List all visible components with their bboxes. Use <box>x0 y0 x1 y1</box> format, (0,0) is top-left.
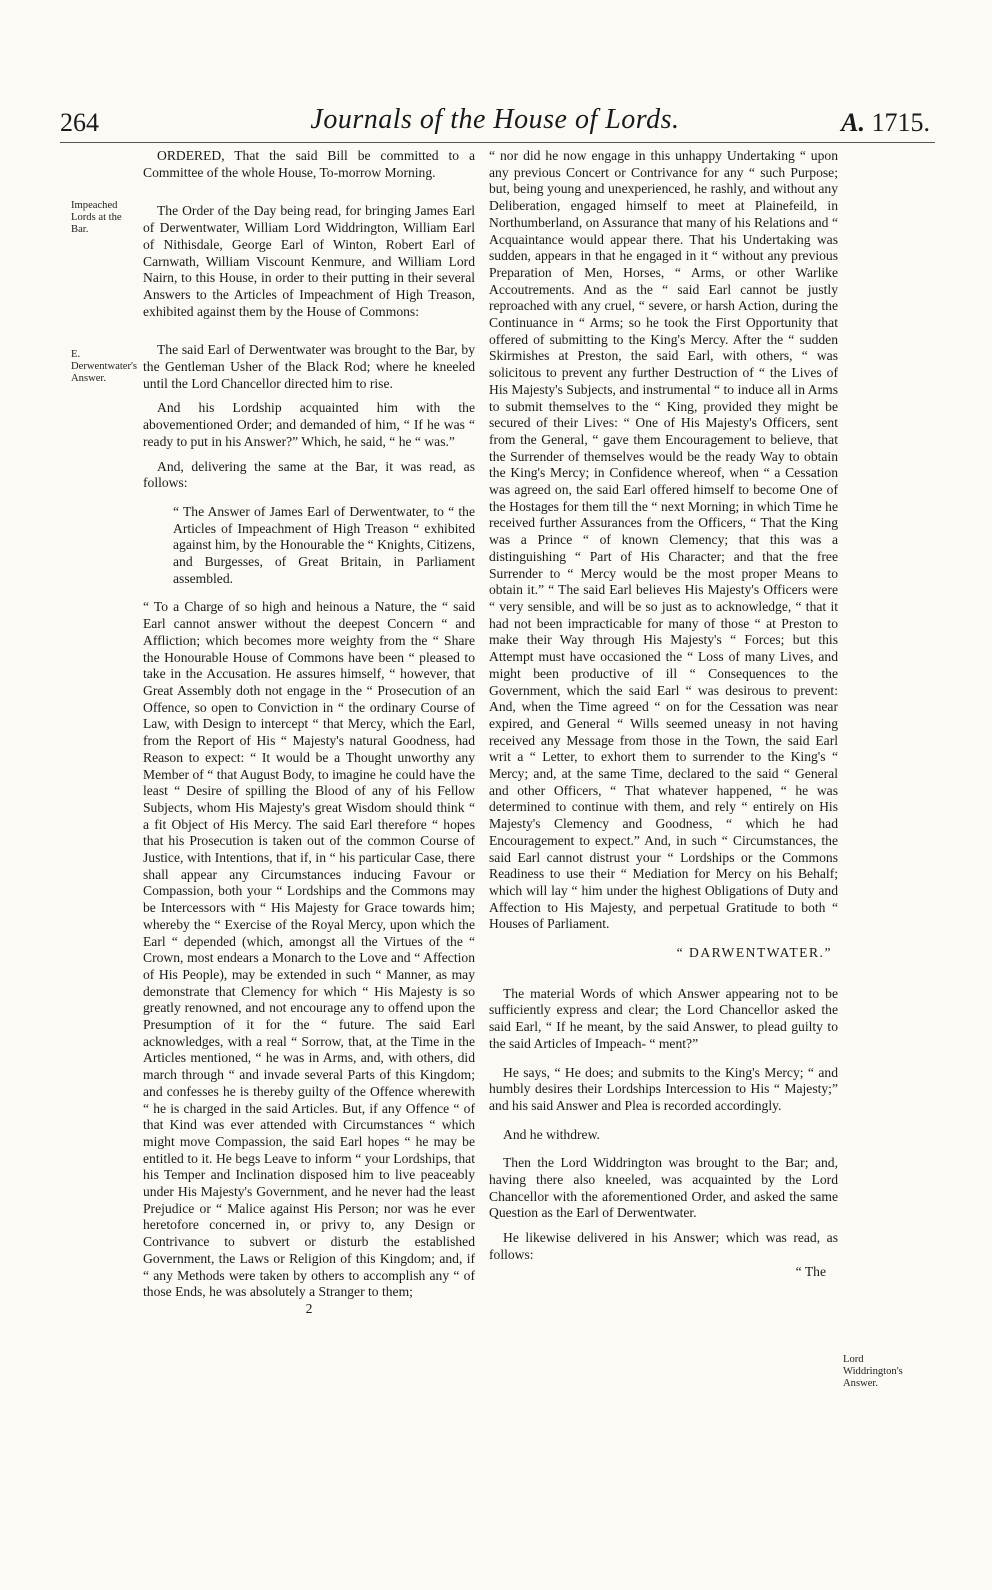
page-number: 264 <box>60 108 99 137</box>
answer-body-continued: “ nor did he now engage in this unhappy Undertaking “ upon any previous Concert or Contrivance for any “ such Purpose; but, being young and unexperienced, he rashly, and without any Deliberation, engaged himself to meet at Plainefeild, in Northumberland, on Assurance that many of his Relations and “ Acquaintance would appear there. That his Undertaking was sudden, appears in that he engaged in it “ without any previous Preparation of Men, Horses, “ Arms, or other Warlike Accoutrements. And as the “ said Earl cannot be justly reproached with any cruel, “ severe, or harsh Action, during the Continuance in “ Arms; so he took the First Opportunity that offered of submitting to the King's Mercy. After the “ sudden Skirmishes at Preston, the said Earl, with others, “ was solicitous to prevent any further Destruction of “ the Lives of His Majesty's Subjects, and instrumental “ to induce all in Arms to submit themselves to the “ King, provided they might be secured of their Lives: “ One of His Majesty's Officers, sent from the General, “ gave them Encouragement to believe, that the Surrender of themselves would be the ready Way to obtain the King's Mercy; in Confidence whereof, when “ a Cessation was agreed on, the said Earl offered himself to become One of the Hostages for them till the “ next Morning; in which Time he received further Assurances from the Officers, “ That the King was a Prince “ of known Clemency; that this was a distinguishing “ Part of His Character; and that the free Surrender to “ Mercy would be the most proper Means to obtain it.” “ The said Earl believes His Majesty's Officers were “ very sensible, and will be so just as to acknowledge, “ that it had not been impracticable for many of those “ at Preston to make their Way through His Majesty's “ Forces; but this Attempt must have occasioned the “ Loss of many Lives, and might been productive of ill “ Consequences to the Government, which the said Earl “ was desirous to prevent: And, when the Time agreed “ on for the Cessation was near expired, and General “ Wills seemed uneasy in not having received any Message from those in the Town, the said Earl writ a “ Letter, to exhort them to surrender to the King's “ Mercy; and, at the same Time, declared to the said “ General and other Officers, “ That whatever happened, “ he was determined to continue with them, and rely “ entirely on His Majesty's Clemency and Goodness, “ which he had Encouragement to expect.” And, in such “ Circumstances, the said Earl cannot distrust your “ Lordships or the Commons Readiness to use their “ Mediation for Mercy on his Behalf; which will lay “ him under the highest Obligations of Duty and Affection to His Majesty, and perpetual Gratitude to both “ Houses of Parliament. <box>489 148 838 932</box>
margin-note-derwentwater-answer: E. Derwentwater's Answer. <box>71 349 138 384</box>
right-column <box>489 148 838 1280</box>
paragraph-widdrington-brought: Then the Lord Widdrington was brought to the Bar; and, having there also kneeled, was acquainted by the Lord Chancellor with the aforementioned Order, and asked the same Question as the Earl of Derwentwater. <box>489 1155 838 1221</box>
page-header <box>60 104 930 154</box>
paragraph-delivering: And, delivering the same at the Bar, it was read, as follows: <box>143 458 475 491</box>
margin-note-widdrington-answer: Lord Widdrington's Answer. <box>843 1354 903 1389</box>
margin-note-impeached-lords: Impeached Lords at the Bar. <box>71 200 122 235</box>
year-letter: A. <box>841 108 865 137</box>
paragraph-material-words: The material Words of which Answer appearing not to be sufficiently express and clear; the Lord Chancellor asked the said Earl, “ If he meant, by the said Answer, to plead guilty to the said Articles of Impeach- “ ment?” <box>489 985 838 1051</box>
signature-mark: 2 <box>305 1301 313 1316</box>
paragraph-withdrew: And he withdrew. <box>503 1126 600 1142</box>
answer-body-start: “ To a Charge of so high and heinous a Nature, the “ said Earl cannot answer without the deepest Concern “ and Affliction; which becomes more weighty from the “ Share the Honourable House of Commons have been “ pleased to take in the Accusation. He assures himself, “ however, that Great Assembly doth not engage in the “ Prosecution of an Offence, so open to Conviction in “ the ordinary Course of Law, with Design to intercept “ that Mercy, which the Earl, from the Report of His “ Majesty's natural Goodness, had Reason to expect: “ It would be a Thought unworthy any Member of “ that August Body, to imagine he could have the least “ Desire of spilling the Blood of any of his Fellow Subjects, whom His Majesty's great Wisdom should think “ a fit Object of His Mercy. The said Earl therefore “ hopes that his Prosecution is taken out of the common Course of Justice, with Intentions, that if, in “ his particular Case, there shall appear any Circumstances inducing Favour or Compassion, both your “ Lordships and the Commons may be Intercessors with “ His Majesty for Grace towards him; whereby the “ Exercise of the Royal Mercy, upon which the Earl “ depended (which, amongst all the Virtues of the “ Crown, most endears a Monarch to the Love and “ Affection of His People), may be extended in such “ Manner, as may demonstrate that Clemency for which “ His Majesty is so greatly renowned, and not encourage any to offend upon the Presumption of it for the “ future. The said Earl acknowledges, with a real “ Sorrow, that, at the Time in the Articles mentioned, “ he was in Arms, and, with others, did march through “ and invade several Parts of this Kingdom; and confesses he is thereby guilty of the Offence wherewith “ he is charged in the said Articles. But, if any Offence “ of that Kind was ever attended with Circumstances “ which might move Compassion, the said Earl hopes “ he may be entitled to it. He begs Leave to inform “ your Lordships, that his Temper and Inclination disposed him to live peaceably under His Majesty's Government, and he never had the least Prejudice or “ Malice against His Person; nor was he ever heretofore concerned in, or privy to, any Design or Contrivance to subvert or disturb the established Government, the Laws or Religion of this Kingdom; and, if “ any Methods were taken by others to accomplish any “ of those Ends, he was absolutely a Stranger to them; <box>143 599 475 1300</box>
left-column <box>143 148 475 1318</box>
answer-signature: “ DARWENTWATER.” <box>676 945 832 961</box>
year-number: 1715. <box>871 108 930 137</box>
paragraph-ordered: ORDERED, That the said Bill be committed to a Committee of the whole House, To-morrow Morning. <box>143 148 475 180</box>
running-title: Journals of the House of Lords. <box>310 104 680 135</box>
paragraph-acquainted: And his Lordship acquainted him with the abovementioned Order; and demanded of him, “ If he was “ ready to put in his Answer?” Which, he said, “ he “ was.” <box>143 400 475 449</box>
header-rule <box>60 142 935 143</box>
year-heading <box>841 108 930 138</box>
paragraph-order-of-day: The Order of the Day being read, for bringing James Earl of Derwentwater, William Lord Widdrington, William Earl of Nithisdale, George Earl of Winton, Robert Earl of Carnwath, William Viscount Kenmure, and William Lord Nairn, to this House, in order to their putting in their several Answers to the Articles of Impeachment of High Treason, exhibited against them by the House of Commons: <box>143 203 475 319</box>
paragraph-he-says: He says, “ He does; and submits to the King's Mercy; “ and humbly desires their Lordships Intercession to His “ Majesty;” and his said Answer and Plea is recorded accordingly. <box>489 1064 838 1113</box>
paragraph-likewise-delivered: He likewise delivered in his Answer; which was read, as follows: <box>489 1230 838 1262</box>
answer-title: “ The Answer of James Earl of Derwentwater, to “ the Articles of Impeachment of High Treason “ exhibited against him, by the Honourable the “ Knights, Citizens, and Burgesses, of Great Britain, in Parliament assembled. <box>173 503 475 586</box>
catchword: “ The <box>795 1263 826 1279</box>
paragraph-brought-to-bar: The said Earl of Derwentwater was brought to the Bar, by the Gentleman Usher of the Black Rod; where he kneeled until the Lord Chancellor directed him to rise. <box>143 342 475 391</box>
